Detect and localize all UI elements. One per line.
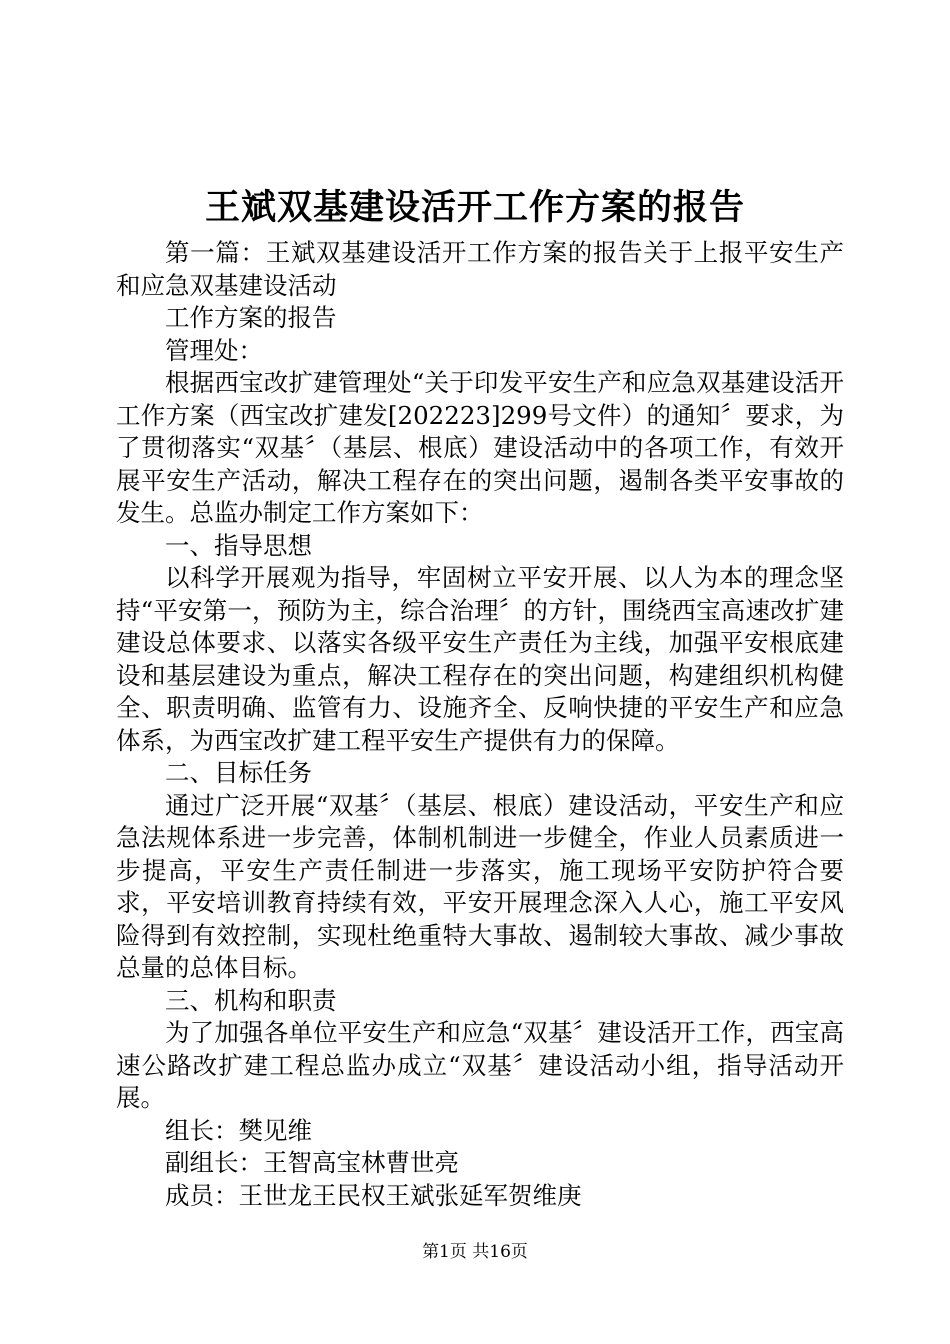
paragraph: 组长：樊见维 xyxy=(165,1115,312,1145)
section-heading: 三、机构和职责 xyxy=(165,985,337,1015)
section-heading: 二、目标任务 xyxy=(165,758,312,787)
paragraph: 为了加强各单位平安生产和应急“双基〞建设活开工作，西宝高速公路改扩建工程总监办成立“双基〞建设活动小组，指导活动开展。 xyxy=(116,1018,844,1112)
paragraph: 以科学开展观为指导，牢固树立平安开展、以人为本的理念坚持“平安第一，预防为主，综合治理〞的方针，围绕西宝高速改扩建建设总体要求、以落实各级平安生产责任为主线，加强平安根底建设和基层建设为重点，解决工程存在的突出问题，构建组织机构健全、职责明确、监管有力、设施齐全、反响快捷的平安生产和应急体系，为西宝改扩建工程平安生产提供有力的保障。 xyxy=(116,563,844,755)
paragraph: 副组长：王智高宝林曹世亮 xyxy=(165,1148,459,1177)
paragraph: 管理处： xyxy=(165,335,263,365)
section-heading: 一、指导思想 xyxy=(165,530,312,560)
document-title: 王斌双基建设活开工作方案的报告 xyxy=(204,188,745,228)
document-body xyxy=(116,237,844,1212)
page-footer: 第1页 共16页 xyxy=(422,1242,528,1262)
paragraph: 成员：王世龙王民权王斌张延军贺维庚 xyxy=(165,1180,582,1210)
paragraph: 第一篇：王斌双基建设活开工作方案的报告关于上报平安生产和应急双基建设活动 xyxy=(116,238,844,300)
paragraph: 工作方案的报告 xyxy=(165,303,337,332)
paragraph: 根据西宝改扩建管理处“关于印发平安生产和应急双基建设活开工作方案（西宝改扩建发[202223]299号文件）的通知〞要求，为了贯彻落实“双基〞（基层、根底）建设活动中的各项工作，有效开展平安生产活动，解决工程存在的突出问题，遏制各类平安事故的发生。总监办制定工作方案如下： xyxy=(116,368,844,527)
paragraph: 通过广泛开展“双基〞（基层、根底）建设活动，平安生产和应急法规体系进一步完善，体制机制进一步健全，作业人员素质进一步提高，平安生产责任制进一步落实，施工现场平安防护符合要求，平安培训教育持续有效，平安开展理念深入人心，施工平安风险得到有效控制，实现杜绝重特大事故、遏制较大事故、减少事故总量的总体目标。 xyxy=(116,790,844,982)
